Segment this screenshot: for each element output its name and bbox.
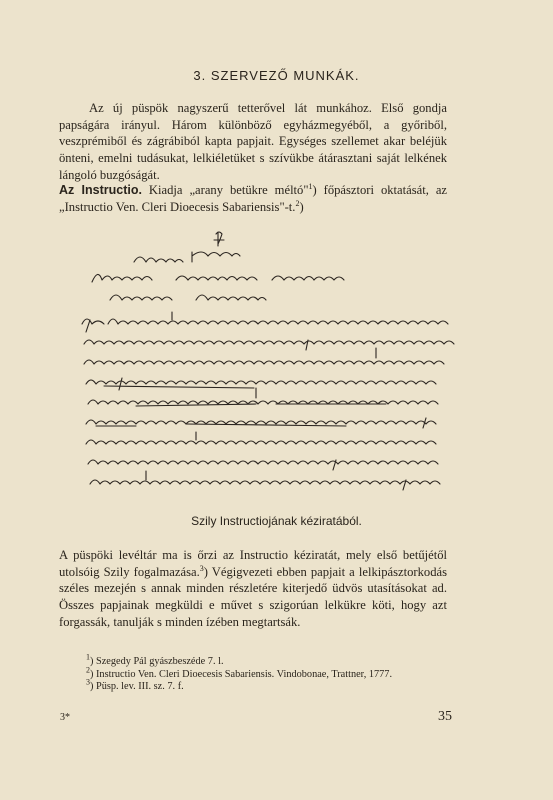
paragraph-3-text: A püspöki levéltár ma is őrzi az Instructio kéziratát, mely első betűjétől utolsóig Szily fogalmazása. (59, 548, 447, 579)
paragraph-1: Az új püspök nagyszerű tetterővel lát munkához. Első gondja papságára irányul. Három különböző egyházmegyéből, a győriből, veszprémiből és zágrábiból kapta papjait. Egységes szellemet akar beléjük önteni, emelni tudásukat, lelkiéletüket s szívükbe átárasztani saját lelkének lángoló buzgóságát. (59, 101, 447, 182)
footnote-ref-1: 1 (308, 181, 313, 191)
footnote-2-text: ) Instructio Ven. Cleri Dioecesis Sabariensis. Vindobonae, Trattner, 1777. (90, 668, 393, 680)
footnote-1 (86, 652, 466, 669)
signature-mark: 3* (60, 712, 70, 723)
paragraph-3 (59, 547, 447, 631)
footnote-3 (86, 677, 466, 694)
paragraph-2-text-end: ) (299, 199, 304, 214)
page-number: 35 (438, 709, 452, 724)
paragraph-3-text-cont: ) Végigvezeti ebben papjait a lelkipásztorkodás széles mezején s annak minden részletére kiterjedő üdvös utasításokat ad. Összes papjainak megküldi e művet s szigorúan lelkükre köti, hogy azt forgassák, tanulják s minden ízében megtartsák. (59, 564, 447, 629)
footnote-2-number: 2 (86, 665, 90, 675)
section-heading: 3. SZERVEZŐ MUNKÁK. (193, 68, 360, 83)
footnote-1-number: 1 (86, 652, 90, 662)
footnote-ref-2: 2 (295, 198, 300, 208)
footnotes (86, 652, 466, 694)
side-heading-instructio: Az Instructio. (59, 183, 142, 197)
figure-caption: Szily Instructiojának kéziratából. (191, 514, 362, 528)
paragraph-2-text: Kiadja „arany betükre méltó" (141, 183, 309, 197)
paragraph-2 (59, 182, 447, 215)
footnote-1-text: ) Szegedy Pál gyászbeszéde 7. l. (90, 656, 224, 667)
footnote-ref-3: 3 (199, 563, 204, 573)
paragraph-2-text-cont: ) főpásztori oktatását, az „Instructio Ven. Cleri Dioecesis Sabariensis"-t. (59, 183, 447, 214)
footnote-3-number: 3 (86, 677, 90, 687)
manuscript-facsimile (76, 228, 468, 506)
footnote-3-text: ) Püsp. lev. III. sz. 7. f. (90, 681, 184, 693)
footnote-2 (86, 665, 466, 682)
